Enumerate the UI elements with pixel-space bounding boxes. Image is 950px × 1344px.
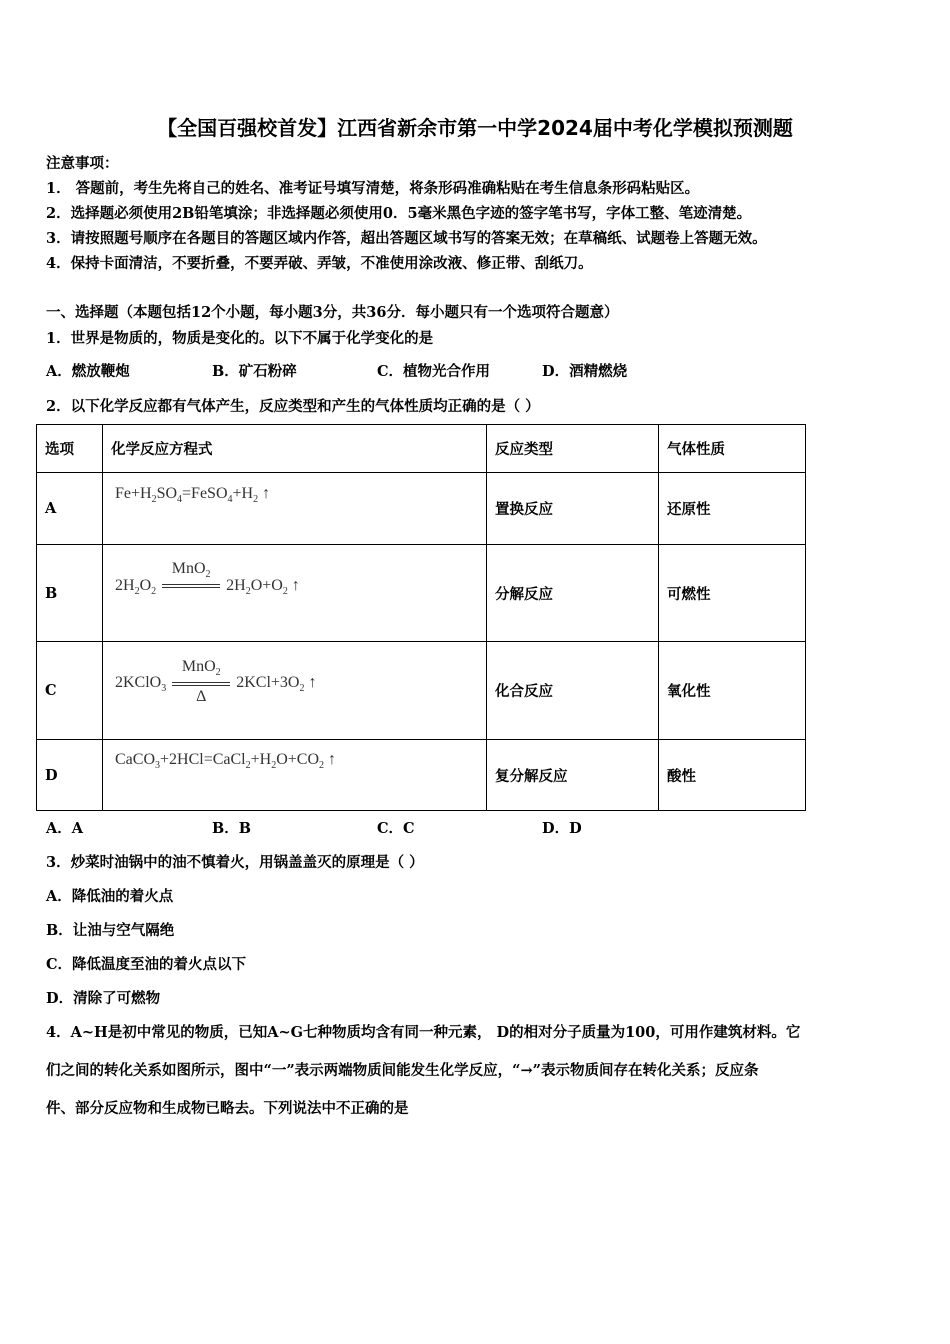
reaction-condition (172, 657, 230, 705)
notice-item: 2．选择题必须使用2B铅笔填涂；非选择题必须使用0．5毫米黑色字迹的签字笔书写，字体工整、笔迹清楚。 (46, 205, 752, 222)
table-row (37, 740, 806, 811)
q4-line: 件、部分反应物和生成物已略去。下列说法中不正确的是 (46, 1100, 409, 1117)
row-property: 可燃性 (667, 585, 711, 603)
header-property: 气体性质 (667, 441, 725, 458)
table-row (37, 473, 806, 545)
q3-option-b[interactable]: B．让油与空气隔绝 (46, 922, 175, 939)
row-type: 复分解反应 (495, 767, 568, 785)
q2-stem: 2．以下化学反应都有气体产生，反应类型和产生的气体性质均正确的是（ ） (46, 398, 540, 415)
double-line (172, 682, 230, 686)
catalyst-label: MnO$_2$ (171, 560, 211, 581)
table-row (37, 642, 806, 740)
reaction-condition (162, 560, 220, 588)
header-type: 反应类型 (495, 441, 553, 458)
row-property: 还原性 (667, 501, 711, 518)
q1-option-c[interactable]: C．植物光合作用 (377, 363, 491, 380)
catalyst-label: MnO$_2$ (181, 657, 221, 678)
table-header-row (37, 425, 806, 473)
q2-table (36, 424, 806, 811)
q2-option-c[interactable]: C．C (377, 820, 415, 837)
equation-d: $CaCO_3+2HCl=CaCl_2+H_2O+CO_2$ ↑ (115, 751, 336, 772)
heat-symbol: Δ (196, 687, 207, 705)
notice-heading: 注意事项： (46, 155, 119, 172)
notice-item: 3．请按照题号顺序在各题目的答题区域内作答，超出答题区域书写的答案无效；在草稿纸、试题卷上答题无效。 (46, 230, 767, 247)
row-property: 氧化性 (667, 683, 711, 700)
row-option: C (45, 682, 57, 699)
equation-a: $Fe+H_2SO_4=FeSO_4+H_2$ ↑ (115, 485, 271, 506)
equation-c: 2KClO$_3$ $\frac{MnO_2}{\Delta}$ $2KCl+3O_2$ ↑ (115, 657, 317, 705)
header-option: 选项 (45, 441, 74, 458)
q3-stem: 3．炒菜时油锅中的油不慎着火，用锅盖盖灭的原理是（ ） (46, 854, 424, 871)
row-type: 分解反应 (495, 585, 553, 603)
q1-option-a[interactable]: A．燃放鞭炮 (46, 363, 130, 380)
notice-item: 4．保持卡面清洁，不要折叠，不要弄破、弄皱，不准使用涂改液、修正带、刮纸刀。 (46, 255, 593, 272)
row-type: 置换反应 (495, 501, 553, 518)
section-heading: 一、选择题（本题包括12个小题，每小题3分，共36分．每小题只有一个选项符合题意） (46, 304, 619, 321)
q3-option-a[interactable]: A．降低油的着火点 (46, 888, 174, 905)
row-option: A (45, 500, 57, 517)
q4-line: 4．A~H是初中常见的物质，已知A~G七种物质均含有同一种元素， D的相对分子质量为100，可用作建筑材料。它 (46, 1024, 801, 1041)
q1-option-b[interactable]: B．矿石粉碎 (212, 363, 297, 380)
q1-stem: 1．世界是物质的，物质是变化的。以下不属于化学变化的是 (46, 330, 434, 347)
double-line (162, 584, 220, 588)
q3-option-d[interactable]: D．清除了可燃物 (46, 990, 161, 1007)
q3-option-c[interactable]: C．降低温度至油的着火点以下 (46, 956, 247, 973)
q2-option-d[interactable]: D．D (542, 820, 582, 837)
row-type: 化合反应 (495, 683, 553, 700)
q2-option-a[interactable]: A．A (46, 820, 84, 837)
row-property: 酸性 (667, 767, 696, 785)
q1-option-d[interactable]: D．酒精燃烧 (542, 363, 628, 380)
header-equation: 化学反应方程式 (111, 441, 213, 458)
row-option: D (45, 766, 58, 784)
page-title: 【全国百强校首发】江西省新余市第一中学2024届中考化学模拟预测题 (157, 116, 793, 140)
table-row (37, 545, 806, 642)
notice-item: 1． 答题前，考生先将自己的姓名、准考证号填写清楚，将条形码准确粘贴在考生信息条形码粘贴区。 (46, 180, 700, 197)
q2-option-b[interactable]: B．B (212, 820, 252, 837)
q4-line: 们之间的转化关系如图所示，图中“一”表示两端物质间能发生化学反应，“→”表示物质间存在转化关系；反应条 (46, 1062, 759, 1079)
row-option: B (45, 584, 58, 602)
equation-b: $2H_2O_2$ MnO$_2$ $2H_2O+O_2$ ↑ (115, 560, 300, 598)
